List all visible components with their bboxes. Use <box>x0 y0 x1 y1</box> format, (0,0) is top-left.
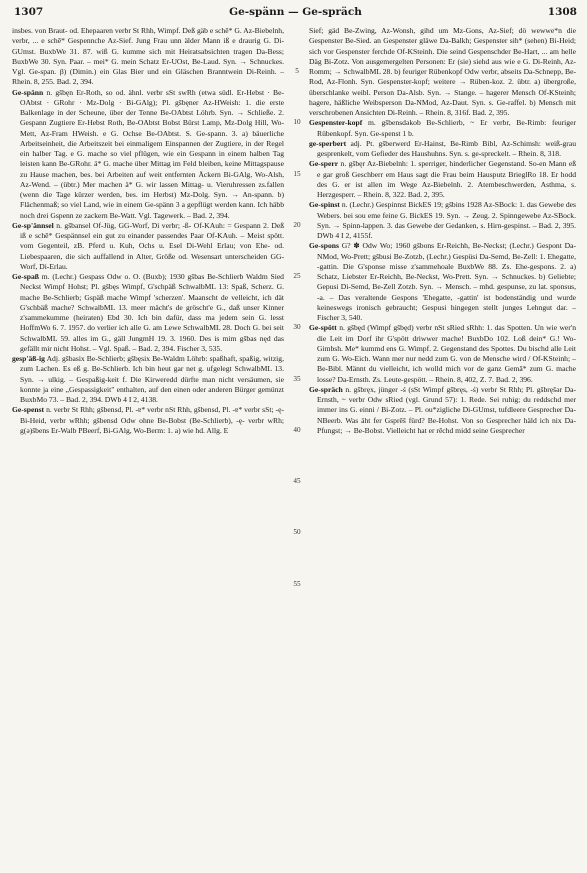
page-number-left: 1307 <box>14 6 44 18</box>
running-title: Ge-spänn — Ge-spräch <box>229 6 362 18</box>
line-number: 10 <box>293 118 301 127</box>
entry-text: m. (Lechr.) Gespass Odw o. O. (Buxb); 1930 gšbas Be-Schlierb Waldm Sied Neckst Wimpf Hohst; Pl. gšbęs Wimpf, G'schpäß SchwalbML 13: Spaß, Scherz. G. mache Be-Schlierb; Gspäß mache Wimpf 'scherzen'. Maanscht de velleicht, ich dät G'schbäß mache? SchwalbML 13. meer mächt's de gröscht'e G., daß unser Kinner z'sammekumme (heiraten) Ebd 30. Ich bin dafür, dass ma jedem sein G. lesst HoffmWo 6. 7. 1957. do verlier ich alle G. am Lewe SchwalbML 28. Doch G. bei seit SchwalbML 59. alles im G., gäll JungmH 19. 3. 1960. Des is mim gšbas nęd das gefällt mir nicht Hohst. – Vgl. Spaß. – Bad. 2, 394. Fischer 3, 535. <box>20 272 284 353</box>
entry-text: Sief; gäd Be-Zwing, Az-Wonsh, gihd um Mz-Gons, Az-Sief; dö wewwe*n die Gespenster Be-Sied. an Gespenster gläwe Da-Balkh; Gespenster sih* (sehen) Bi-Heid; sich vor Gespenster ferchde Of-KSteinh. Die seind Gespenschder Be-Hart, ... am helle Däg Bi-Zotz. Von ausgemergelten Personen: Er (sie) siehd aus wie e G. Di-Reinh, Az-Romm; → SchwalbML 28. b) feuriger Rübenkopf Odw verbr, abseits Da-Schnepp, Be-Rod, Az-Flonh. Syn. Gespenster-kopf; weitere → Rüben-koz. 2. übtr. a) übergroße, überschlanke weibl. Person Da-Alsb. Syn. → Stange. – hagerer Mensch Of-KSteinh; hagere, häßliche Weibsperson Da-NMod, Az-Daut. Syn. s. Ge-raffel. b) Mensch mit verschrobenen Ansichten Di-Reinh. – Rhein. 8, 316f. Bad. 2, 395. <box>309 26 576 117</box>
entry-headword: ge-sperbert <box>309 138 347 148</box>
line-number: 30 <box>293 323 301 332</box>
dictionary-entry <box>309 159 576 200</box>
entry-headword: Gespenster-kopf <box>309 118 363 128</box>
line-number: 35 <box>293 374 301 383</box>
dictionary-entry <box>309 118 576 139</box>
entry-headword: Ge-sp'ännsel <box>12 220 54 230</box>
entry-headword: gesp'äß-ig <box>12 354 45 363</box>
dictionary-entry <box>12 405 284 436</box>
entry-headword: Ge-spons <box>309 241 339 251</box>
entry-headword: Ge-spött <box>309 323 337 333</box>
entry-text: n. gšbęr Az-Biebelnh: 1. sperriger, hinderlicher Gegenstand. So-en Mann eß e gar groß Geschberr em Haus sagt die Frau beim Hausputz BrieglRo 18. Er hodd des G. er ist allen im Wege Az-Biebelnh. 2. Atembeschwerden, Asthma, s. Herzgesperr. – Rhein. 8, 322. Bad. 2, 395. <box>317 159 576 199</box>
entry-text: G? ✽ Odw Wo; 1960 gšbons Er-Reichh, Be-Neckst; (Lechr.) Gespont Da-NMod, Wo-Prett; gšbusi Be-Zotzb, (Lechr.) Gespüsi Da-Semd, Be-Zell: 1. Ehegatte, -gattin. Die G'sponse misse z'sammehoale BuxbWe 88. Zs. Ehe-gespons. 2. a) Schatz, Liebster Er-Reichh, Be-Neckst, Wo-Prett. Syn. → Schnuckes. b) Geliebte; Gepusi Di-Semd, Be-Zell Zotzb. Syn. → Mensch. – mhd. gespunse, zu lat. sponsus, -a. – Das veraltende Gespons 'Ehegatte, -gattin' ist bodenständig und wurde keineswegs ironisch gebraucht; Gespusi hingegen stellt junges Lehngut dar. – Fischer 3, 540. <box>317 241 576 322</box>
entry-text: n. gšbansel Of-Jüg, GG-Worf, Di verbr; -ß- Of-KAuh: = Gespann 2. Deß iß e schē* Gespännsel ein gut zu einander passendes Paar Of-KAuh. – Meist spött. vom Gegenteil, zB. Pferd u. Kuh, Ochs u. Esel Di-Wehl Erlau; von Ehe- od. Liebespaaren, die sich auffallend in Alter, Größe od. Wesensart unterscheiden GG-Worf, Di-Erlau. <box>20 220 284 271</box>
entry-headword: Ge-spenst <box>12 405 45 415</box>
entry-headword: Ge-spinst <box>309 200 340 210</box>
page-header <box>14 6 577 20</box>
right-column <box>309 26 576 869</box>
dictionary-entry <box>309 26 576 118</box>
line-number: 55 <box>293 579 301 588</box>
dictionary-entry <box>309 385 576 436</box>
entry-headword: Ge-sperr <box>309 159 339 169</box>
dictionary-entry <box>309 241 576 323</box>
entry-text: n. (Lechr.) Gespinnst BickES 19; gšbins 1928 Az-SBock: 1. das Gewebe des Webers. bei sou eme feine G. BickES 19. Syn. → Zeug. 2. Spinngewebe Az-SBock. Syn. → Spinn-lappen. 3. das Gewebe der Gedanken, s. Hirn-gespinst. – Bad. 2, 395. DWb 4 I 2, 4155f. <box>317 200 576 240</box>
left-column <box>12 26 284 869</box>
line-number: 5 <box>295 67 299 75</box>
dictionary-entry <box>309 323 576 385</box>
page-number-right: 1308 <box>547 6 577 18</box>
entry-headword: Ge-spaß <box>12 272 40 281</box>
entry-headword: Ge-spräch <box>309 384 343 394</box>
dictionary-entry <box>12 354 284 405</box>
line-number: 50 <box>293 528 301 537</box>
line-number: 45 <box>293 477 301 485</box>
entry-text: n. verbr St Rhh; gšbensd, Pl. -ɐ* verbr nSt Rhh, gšbensd, Pl. -ɐ* verbr sSt; -ę- Bi-Heid, verbr wRhh; gšbensd Odw ohne Be-Bobst (Be-Schlierb), -ę- verbr wRh; g(ə)šbens Er-Walb PBeerf, Bi-GAlg, Wo-Berm: 1. a) wie hd. Allg. E <box>20 405 284 435</box>
entry-text: m. gšbensdəkob Be-Schlierb, ~ Er verbr, Be-Rimb: feuriger Rübenkopf. Syn. Ge-spenst 1 b. <box>317 118 576 138</box>
entry-text: n. gšbęd (Wimpf gšbęd) verbr nSt sRied sRhh: 1. das Spotten. Un wie wer'n die Leit im Dorf ihr G'spött driwwer mache! BuxbDo 102. Loß dein* G.! Wo-Gimbsh. Me* kummd ens G. Wimpf. 2. Gegenstand des Spottes. Du bischd alle Leit zum G. Wo-Eich. Wann mer nur nedd zum G. von de Mensche wird / Of-KSteinh; – Be-Bibl. Männt du vielleicht, ich wolld mich vor de ganz Gemā* zum G. mache losse? Da-Ernsth. Zs. Leute-gespött. – Rhein. 8, 402, Z. 7. Bad. 2, 396. <box>317 323 576 384</box>
dictionary-entry <box>12 272 284 354</box>
entry-text: n. gšbręx, jünger -ś (sSt Wimpf gšbręs, -ś) verbr St Rhh; Pl. gšbręšər Da-Ernsth, ~ verbr Odw sRied (vgl. Grund 57): 1. Rede. Sei ruhig; du reddschd mer immer ins G. einni / Bi-Zotz. – Pl. ou*zigliche Di-GUmst, tufdleere Gesprecher Da-NBeerb. Was äht fer Gsprēš fürd? Be-Hohst. Von so Gesprecher häld ich nix Da-Pfungst; → Be-Bobst. Vielleicht hat er rēchd midd seine Gesprecher <box>317 384 576 435</box>
dictionary-entry <box>309 139 576 160</box>
entry-headword: Ge-spänn <box>12 87 44 97</box>
line-number: 15 <box>293 169 301 178</box>
line-number: 25 <box>293 272 301 280</box>
dictionary-entry <box>12 221 284 272</box>
dictionary-entry <box>309 200 576 241</box>
dictionary-entry <box>12 26 284 88</box>
line-number: 20 <box>293 220 301 229</box>
entry-text: Adj. gšbasix Be-Schlierb; gšbęsix Be-Waldm Löhrb: spaßhaft, spaßig, witzig, zum Lachen. Es eß g. Be-Schlierb. Ich bin heut gar net g. ufgelegt SchwalbML 13. Syn. → ulkig. – Gespaßig-keit f. Die Kirweredd dürfte man nicht versäumen, sie konnte ja eine „Gespassigkeit" enthalten, auf den einen oder anderen Bürger gemünzt BuxbMo 73. – Bad. 2, 394. DWb 4 I 2, 4138. <box>20 354 284 404</box>
entry-text: adj. Pt. gšberwerd Er-Hainst, Be-Rimb Bibl, Az-Schimsh: weiß-grau gesprenkelt, vom Gefieder des Haushuhns. Syn. s. ge-spreckelt. – Rhein. 8, 318. <box>317 138 576 158</box>
dictionary-entry <box>12 88 284 221</box>
line-number: 40 <box>293 425 301 434</box>
entry-text: insbes. von Braut- od. Ehepaaren verbr St Rhh, Wimpf. Deß gäb e schē* G. Az-Biebelnh, verbr, ... e schē* Gespennche Az-Sief. Jung Frau unn älder Mann iß e draurig G. Di-GUmst. BuxbWe 31. 87. wiß G. kumme sich mit Heiratsabsichten tragen Da-Bess; BuxbWe 30. Syn. Paar. – mei* G. mein Schatz Er-UOst, Be-Laud. Syn. → Schnuckes. Vgl. Ge-span. β) (Dimin.) ein Glas Bier und ein Gläschen Branntwein Di-Reinh. – Rhein. 8, 255. Bad. 2, 394. <box>12 26 284 87</box>
entry-text: n. gšbęn Er-Roth, so od. ähnl. verbr sSt swRh (etwa südl. Er-Hebst · Be-OAbtst · GRohr · Mz-Dolg · Bi-GAlg); Pl. gšbęner Az-HWeish: 1. die erste Balkenlage in der Scheune, über der Tenne Be-OAbtst Löhrb. Syn. → Schließe. 2. Gespann Zugtiere Er-Hebst Roth, Be-OAbtst Bobst Bürst Lamp, Mz-Dolg Hill, Wo-Mett, Az-Fram HWeish. e G. Ochse Be-OAbtst. S. Ge-spann. 3. a) bäuerliche Arbeitseinheit, die Arbeitszeit bei einmaligem Einspannen der Zugtiere, in der Regel ein halber Tag. e G. mache so viel pflügen, wie ein Gespann in einem halben Tag leisten kann Be-GRohr. ä* G. mache über Mittag im Feld bleiben, keine Mittagspause zu Hause machen, bes. bei Arbeiten auf weit entfernten Äckern Bi-GAlg, Wo-Alsh, Az-Wend. – (übtr.) Mer machen ä* G. wir lassen Mittag- u. Vieruhressen zs.fallen (wenn die Tage kürzer werden, bes. im Herbst) Mz-Dolg. Syn. → An-spann. b) Flächenmaß; so viel Land, wie in einem Ge-spänn 3 a gepflügt werden kann. Ich häbb noch drei Gspenn ze zackern Be-Watt. Vgl. Tagewerk. – Bad. 2, 394. <box>20 87 284 220</box>
